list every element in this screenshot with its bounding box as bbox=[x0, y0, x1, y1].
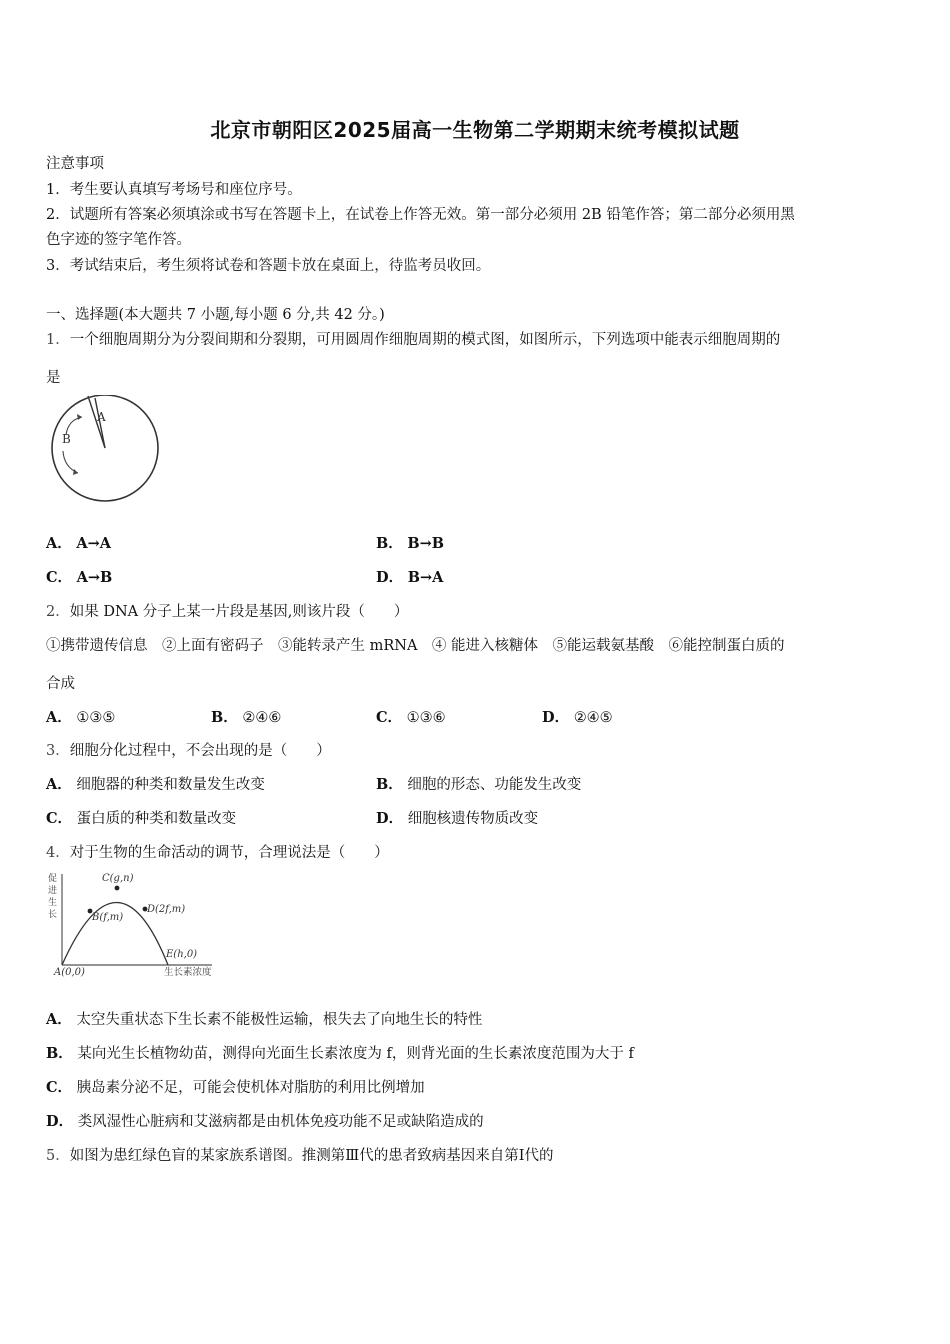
question-3-stem bbox=[46, 739, 331, 760]
x-axis-label: 生长素浓度 bbox=[164, 967, 212, 978]
notice-item: 2．试题所有答案必须填涂或书写在答题卡上，在试卷上作答无效。第一部分必须用 2B 铅笔作答；第二部分必须用黑 bbox=[46, 207, 795, 223]
option-d[interactable]: D． 类风湿性心脏病和艾滋病都是由机体免疫功能不足或缺陷造成的 bbox=[46, 1113, 484, 1130]
y-axis-label bbox=[48, 873, 57, 920]
arrow-head-upper bbox=[77, 414, 82, 420]
option-c[interactable]: C． 胰岛素分泌不足，可能会使机体对脂肪的利用比例增加 bbox=[46, 1079, 425, 1096]
question-1-stem-cont: 是 bbox=[46, 370, 61, 386]
option-a[interactable]: A． ①③⑤ bbox=[46, 709, 116, 726]
label-b: B bbox=[62, 432, 71, 446]
y-label-char: 进 bbox=[48, 886, 58, 896]
question-1-stem bbox=[46, 328, 780, 349]
option-c[interactable]: C． ①③⑥ bbox=[376, 709, 446, 726]
y-label-char: 生 bbox=[48, 898, 58, 908]
option-d[interactable]: D． ②④⑤ bbox=[542, 709, 613, 726]
option-b[interactable]: B． ②④⑥ bbox=[211, 709, 282, 726]
notice-item: 3．考试结束后，考生须将试卷和答题卡放在桌面上，待监考员收回。 bbox=[46, 258, 491, 274]
cell-cycle-figure bbox=[48, 395, 163, 505]
point-c-dot bbox=[115, 886, 120, 891]
option-b[interactable]: B． 某向光生长植物幼苗，测得向光面生长素浓度为 f，则背光面的生长素浓度范围为大于 f bbox=[46, 1045, 634, 1062]
point-a-label: A(0,0) bbox=[54, 967, 85, 978]
question-text: 如果 DNA 分子上某一片段是基因,则该片段（ ） bbox=[69, 604, 409, 620]
notice-item: 1．考生要认真填写考场号和座位序号。 bbox=[46, 182, 302, 198]
question-text: 如图为患红绿色盲的某家族系谱图。推测第Ⅲ代的患者致病基因来自第Ⅰ代的 bbox=[69, 1148, 554, 1164]
point-b-label: B(f,m) bbox=[92, 912, 124, 923]
y-label-char: 促 bbox=[48, 874, 58, 884]
question-2-stem bbox=[46, 600, 408, 621]
question-4-stem bbox=[46, 841, 389, 862]
option-b[interactable]: B． 细胞的形态、功能发生改变 bbox=[376, 776, 582, 793]
point-d-label: D(2f,m) bbox=[147, 904, 186, 915]
question-text: 细胞分化过程中，不会出现的是（ ） bbox=[69, 743, 331, 759]
option-d[interactable]: D． B→A bbox=[376, 569, 444, 586]
option-a[interactable]: A． A→A bbox=[46, 535, 112, 552]
notice-heading: 注意事项 bbox=[46, 156, 104, 172]
option-a[interactable]: A． 细胞器的种类和数量发生改变 bbox=[46, 776, 265, 793]
auxin-curve-figure bbox=[44, 868, 224, 980]
point-c-label: C(g,n) bbox=[102, 873, 134, 884]
question-5-stem bbox=[46, 1144, 553, 1165]
question-number: 2． bbox=[46, 604, 70, 620]
question-text: 对于生物的生命活动的调节，合理说法是（ ） bbox=[69, 845, 389, 861]
arrow-head-lower bbox=[73, 469, 78, 475]
option-a[interactable]: A． 太空失重状态下生长素不能极性运输，根失去了向地生长的特性 bbox=[46, 1011, 483, 1028]
question-number: 3． bbox=[46, 743, 70, 759]
notice-item: 色字迹的签字笔作答。 bbox=[46, 232, 191, 248]
arc-arrow-lower bbox=[63, 451, 78, 473]
option-b[interactable]: B． B→B bbox=[376, 535, 445, 552]
y-label-char: 长 bbox=[48, 910, 58, 920]
option-c[interactable]: C． A→B bbox=[46, 569, 113, 586]
page-title: 北京市朝阳区2025届高一生物第二学期期末统考模拟试题 bbox=[210, 118, 740, 142]
option-c[interactable]: C． 蛋白质的种类和数量改变 bbox=[46, 810, 237, 827]
question-2-items: ①携带遗传信息 ②上面有密码子 ③能转录产生 mRNA ④ 能进入核糖体 ⑤能运载氨基酸 ⑥能控制蛋白质的 bbox=[46, 638, 785, 654]
question-number: 4． bbox=[46, 845, 70, 861]
question-number: 1． bbox=[46, 332, 70, 348]
question-text: 一个细胞周期分为分裂间期和分裂期，可用圆周作细胞周期的模式图，如图所示，下列选项中能表示细胞周期的 bbox=[69, 332, 781, 348]
question-number: 5． bbox=[46, 1148, 70, 1164]
question-2-items-cont: 合成 bbox=[46, 676, 75, 692]
section-heading: 一、选择题(本大题共 7 小题,每小题 6 分,共 42 分。) bbox=[46, 307, 385, 323]
point-e-label: E(h,0) bbox=[166, 949, 198, 960]
option-d[interactable]: D． 细胞核遗传物质改变 bbox=[376, 810, 539, 827]
label-a: A bbox=[97, 410, 106, 424]
